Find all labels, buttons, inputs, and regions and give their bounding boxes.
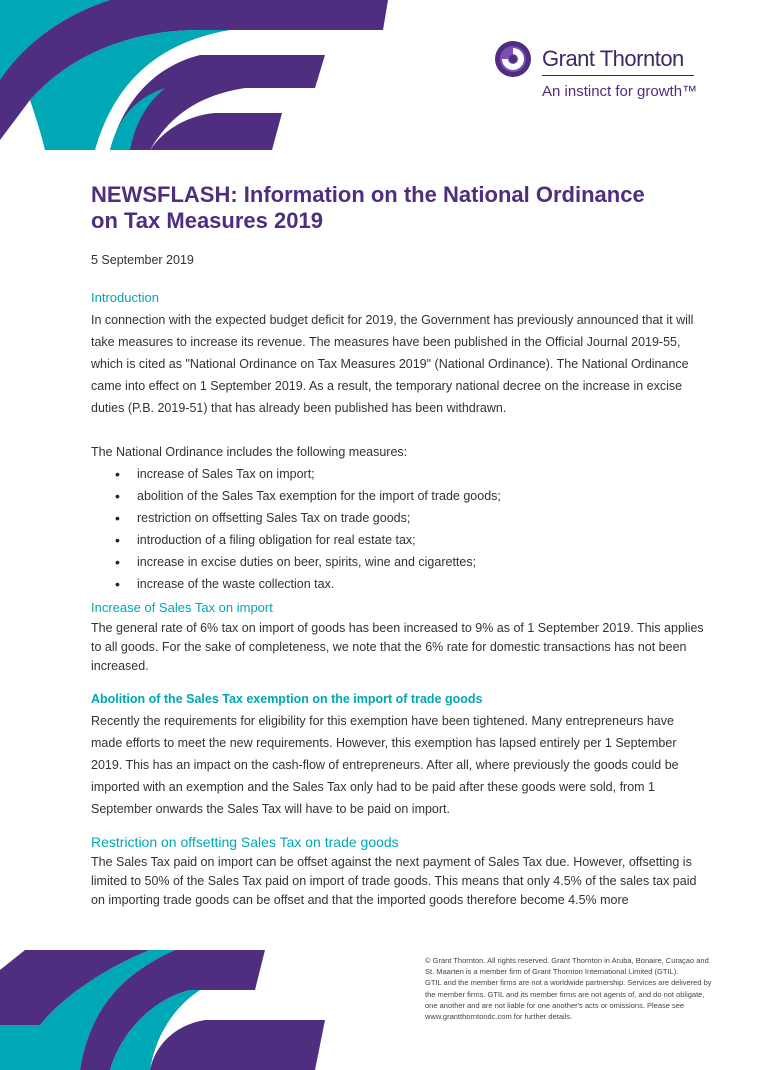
footer-ribbon-graphic <box>0 950 330 1070</box>
list-item: • increase of Sales Tax on import; <box>91 463 706 485</box>
list-item: • introduction of a filing obligation for real estate tax; <box>91 529 706 551</box>
abolition-section <box>91 690 706 820</box>
logo-tagline: An instinct for growth™ <box>542 83 698 100</box>
sales-tax-import-text: The general rate of 6% tax on import of goods has been increased to 9% as of 1 September 2019. This applies to all goods. For the sake of completeness, we note that the 6% rate for domestic transactions has not been increased. <box>91 621 704 673</box>
abolition-heading: Abolition of the Sales Tax exemption on the import of trade goods <box>91 692 483 706</box>
logo-swirl-icon <box>494 40 532 78</box>
logo-divider <box>542 75 694 76</box>
introduction-text: In connection with the expected budget deficit for 2019, the Government has previously announced that it will take measures to increase its revenue. The measures have been published in the Official Journal 2019-55, which is cited as "National Ordinance on Tax Measures 2019" (National Ordinance). The National Ordinance came into effect on 1 September 2019. As a result, the temporary national decree on the increase in excise duties (P.B. 2019-51) that has already been published has been withdrawn. <box>91 313 694 415</box>
list-item: • abolition of the Sales Tax exemption for the import of trade goods; <box>91 485 706 507</box>
sales-tax-import-section <box>91 599 706 676</box>
publication-date: 5 September 2019 <box>91 253 194 267</box>
list-item: • restriction on offsetting Sales Tax on trade goods; <box>91 507 706 529</box>
restriction-heading: Restriction on offsetting Sales Tax on trade goods <box>91 834 399 850</box>
restriction-section <box>91 833 706 910</box>
header-ribbon-graphic <box>0 0 400 150</box>
introduction-section <box>91 289 706 595</box>
list-item: • increase of the waste collection tax. <box>91 573 706 595</box>
footer-gtil-notice: GTIL and the member firms are not a worldwide partnership. Services are delivered by the member firms. GTIL and its member firms are not agents of, and do not obligate, one another and are not liable for one another's acts or omissions. Please see www.grantthorntondc.com for further details. <box>425 978 712 1022</box>
grant-thornton-logo <box>494 40 704 106</box>
measures-list <box>91 463 706 595</box>
abolition-text: Recently the requirements for eligibility for this exemption have been tightened. Many entrepreneurs have made efforts to meet the new requirements. However, this exemption has lapsed entirely per 1 September 2019. This has an impact on the cash-flow of entrepreneurs. After all, where previously the goods could be imported with an exemption and the Sales Tax only had to be paid after these goods were sold, from 1 September onwards the Sales Tax will have to be paid on import. <box>91 714 679 816</box>
introduction-heading: Introduction <box>91 290 159 305</box>
sales-tax-import-heading: Increase of Sales Tax on import <box>91 600 273 615</box>
page-title: NEWSFLASH: Information on the National Ordinance on Tax Measures 2019 <box>91 182 645 233</box>
logo-wordmark: Grant Thornton <box>542 46 684 71</box>
restriction-text: The Sales Tax paid on import can be offset against the next payment of Sales Tax due. However, offsetting is limited to 50% of the Sales Tax paid on import of trade goods. This means that only 4.5% of the sales tax paid on importing trade goods can be offset and that the imported goods therefore become 4.5% more <box>91 855 697 907</box>
footer-disclaimer <box>425 955 715 1022</box>
footer-copyright: © Grant Thornton. All rights reserved. Grant Thornton in Aruba, Bonaire, Curaçao and St. Maarten is a member firm of Grant Thornton International Limited (GTIL). <box>425 956 709 977</box>
measures-intro: The National Ordinance includes the following measures: <box>91 445 408 459</box>
list-item: • increase in excise duties on beer, spirits, wine and cigarettes; <box>91 551 706 573</box>
